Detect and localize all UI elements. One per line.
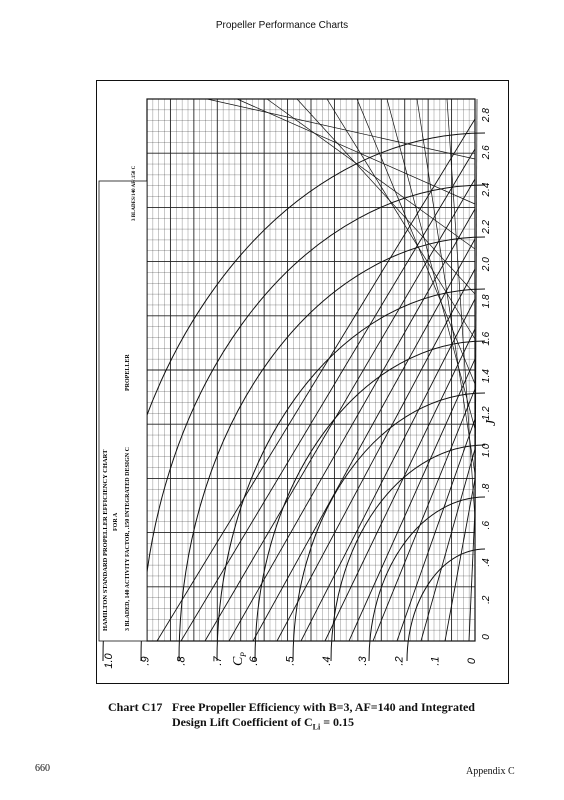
x-tick-label: .2 (481, 595, 492, 604)
blade-angle-line (469, 509, 475, 641)
x-tick-label: 1.2 (481, 406, 492, 421)
blade-angle-line (237, 99, 475, 204)
caption-line2 (172, 715, 532, 734)
chart-title-line3: 3 BLADED, 140 ACTIVITY FACTOR, .150 INTEGRATED DESIGN C (125, 447, 131, 631)
y-tick-label: .6 (248, 656, 261, 666)
blade-angle-line (387, 99, 475, 429)
blade-angle-line (417, 99, 475, 474)
x-tick-label: 2.2 (481, 219, 492, 234)
y-tick-label: .3 (357, 656, 370, 666)
efficiency-contour (217, 289, 485, 661)
blade-angle-line (325, 329, 475, 641)
y-tick-label: 0 (466, 657, 478, 665)
efficiency-contour (407, 549, 485, 661)
caption-line2-suffix: = 0.15 (320, 715, 355, 729)
efficiency-chart (96, 80, 509, 684)
x-axis-label-group (484, 419, 499, 426)
y-tick-label: .5 (284, 656, 297, 666)
caption-line2-sub: Li (312, 722, 321, 732)
efficiency-contour (179, 237, 485, 661)
x-tick-label: 1.4 (481, 369, 492, 383)
x-axis-label: J (484, 419, 499, 426)
y-tick-label: .9 (139, 656, 152, 666)
chart-title-line4: PROPELLER (125, 354, 131, 391)
blade-angle-line (277, 269, 475, 641)
y-tick-label: .8 (175, 656, 188, 666)
x-tick-label: .8 (481, 483, 492, 493)
x-tick-label: .6 (481, 520, 492, 530)
y-tick-label: 1.0 (103, 653, 115, 669)
y-axis-ticks (103, 652, 478, 668)
x-axis-ticks (481, 108, 492, 640)
page-header: Propeller Performance Charts (215, 20, 349, 31)
efficiency-contour (293, 393, 485, 661)
page-number: 660 (35, 763, 50, 774)
blade-angle-line (301, 299, 475, 641)
x-tick-label: 2.0 (481, 257, 492, 272)
blade-angle-line (373, 389, 475, 641)
blade-angle-line (421, 449, 475, 641)
y-tick-label: .4 (320, 656, 333, 666)
y-tick-label: .1 (429, 656, 442, 666)
y-axis-sublabel: P (239, 652, 248, 657)
x-tick-label: .4 (481, 558, 492, 567)
blade-angle-line (157, 119, 475, 641)
efficiency-contour (369, 497, 485, 661)
chart-title-line2: FOR A (113, 512, 119, 531)
y-tick-label: .2 (393, 656, 406, 666)
blade-angle-line (267, 99, 475, 249)
x-tick-label: 1.8 (481, 294, 492, 309)
y-axis-label: C (231, 656, 246, 666)
chart-title-line1: HAMILTON STANDARD PROPELLER EFFICIENCY CHART (102, 449, 109, 631)
caption-text (172, 700, 532, 734)
x-tick-label: 2.4 (481, 182, 492, 197)
x-tick-label: 2.8 (481, 108, 492, 122)
blade-angle-line (205, 179, 475, 641)
x-tick-label: 1.6 (481, 331, 492, 346)
x-tick-label: 2.6 (481, 145, 492, 160)
blade-angle-line (181, 149, 475, 641)
page-section: Appendix C (466, 766, 515, 777)
chart-svg (97, 81, 508, 683)
caption-line2-prefix: Design Lift Coefficient of C (172, 715, 313, 729)
caption-label: Chart C17 (108, 700, 163, 714)
x-tick-label: 0 (481, 634, 492, 640)
blade-angle-line (253, 239, 475, 641)
y-axis-label-group (231, 652, 248, 666)
caption-line1: Free Propeller Efficiency with B=3, AF=140 and Integrated (172, 700, 475, 714)
blade-angle-line (207, 99, 475, 159)
x-tick-label: 1.0 (481, 443, 492, 458)
y-tick-label: .7 (211, 656, 224, 666)
chart-corner-label: 3 BLADES/140 AF/.150 C (132, 165, 137, 221)
efficiency-contour (141, 185, 485, 661)
